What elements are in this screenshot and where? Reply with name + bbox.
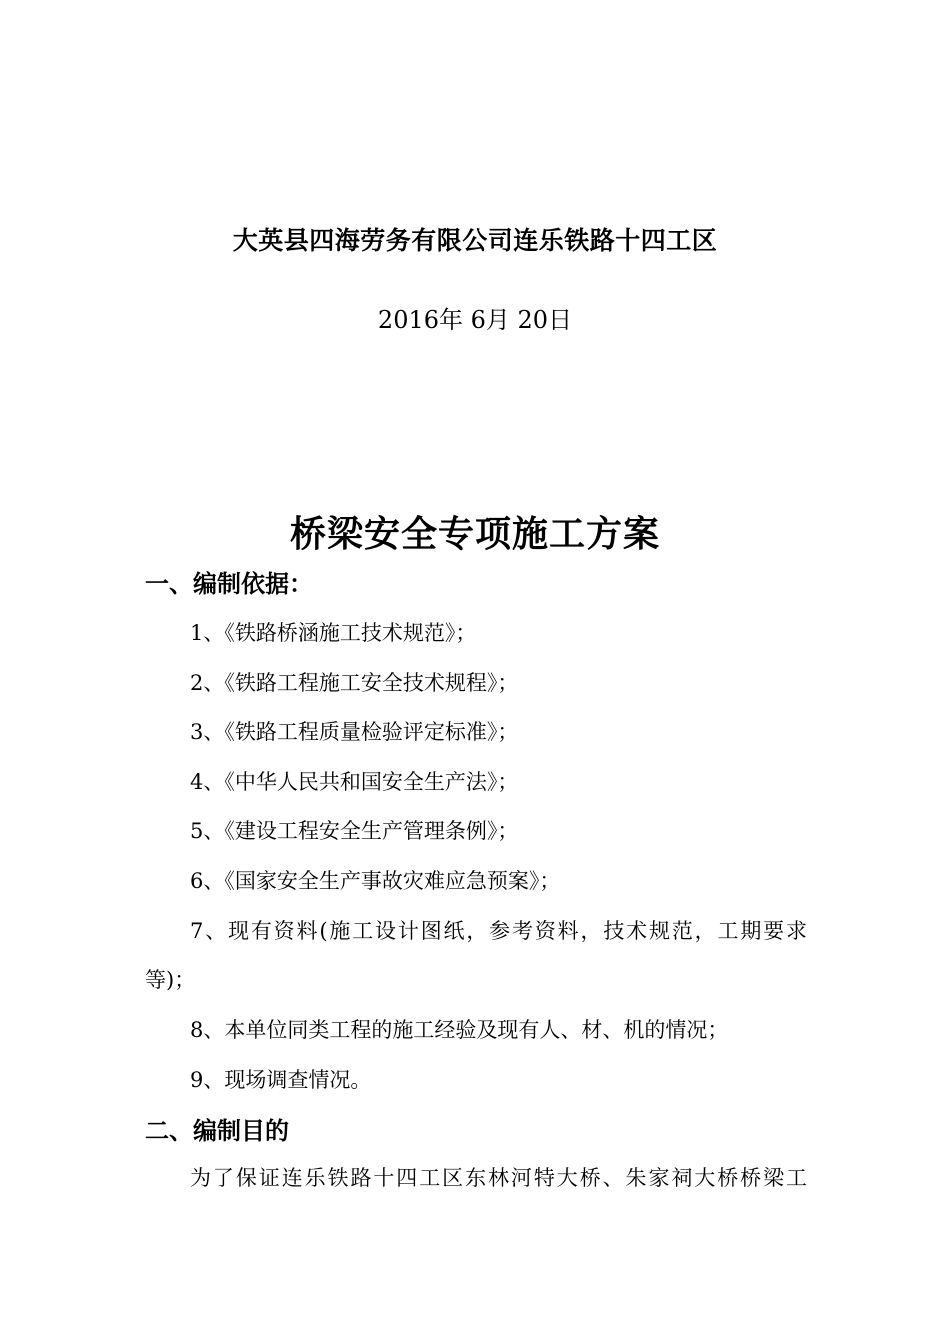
document-title: 桥梁安全专项施工方案 [289,513,660,555]
list-item: 6、《国家安全生产事故灾难应急预案》； [190,869,561,893]
list-item: 8、本单位同类工程的施工经验及现有人、材、机的情况； [190,1018,729,1042]
list-item: 9、现场调查情况。 [190,1068,372,1092]
list-item: 2、《铁路工程施工安全技术规程》； [190,671,519,695]
document-date: 2016年 6月 20日 [377,306,573,334]
list-item: 1、《铁路桥涵施工技术规范》； [190,621,477,645]
paragraph: 为了保证连乐铁路十四工区东林河特大桥、朱家祠大桥桥梁工 [190,1166,807,1190]
section-heading-basis: 一、编制依据： [145,569,313,598]
list-item: 7、现有资料(施工设计图纸，参考资料，技术规范，工期要求 [190,919,807,943]
list-item: 3、《铁路工程质量检验评定标准》； [190,720,519,744]
section-heading-purpose: 二、编制目的 [145,1116,289,1145]
list-item: 4、《中华人民共和国安全生产法》； [190,770,519,794]
company-name: 大英县四海劳务有限公司连乐铁路十四工区 [232,226,718,255]
list-item: 5、《建设工程安全生产管理条例》； [190,819,519,843]
list-item-continuation: 等)； [145,968,196,992]
